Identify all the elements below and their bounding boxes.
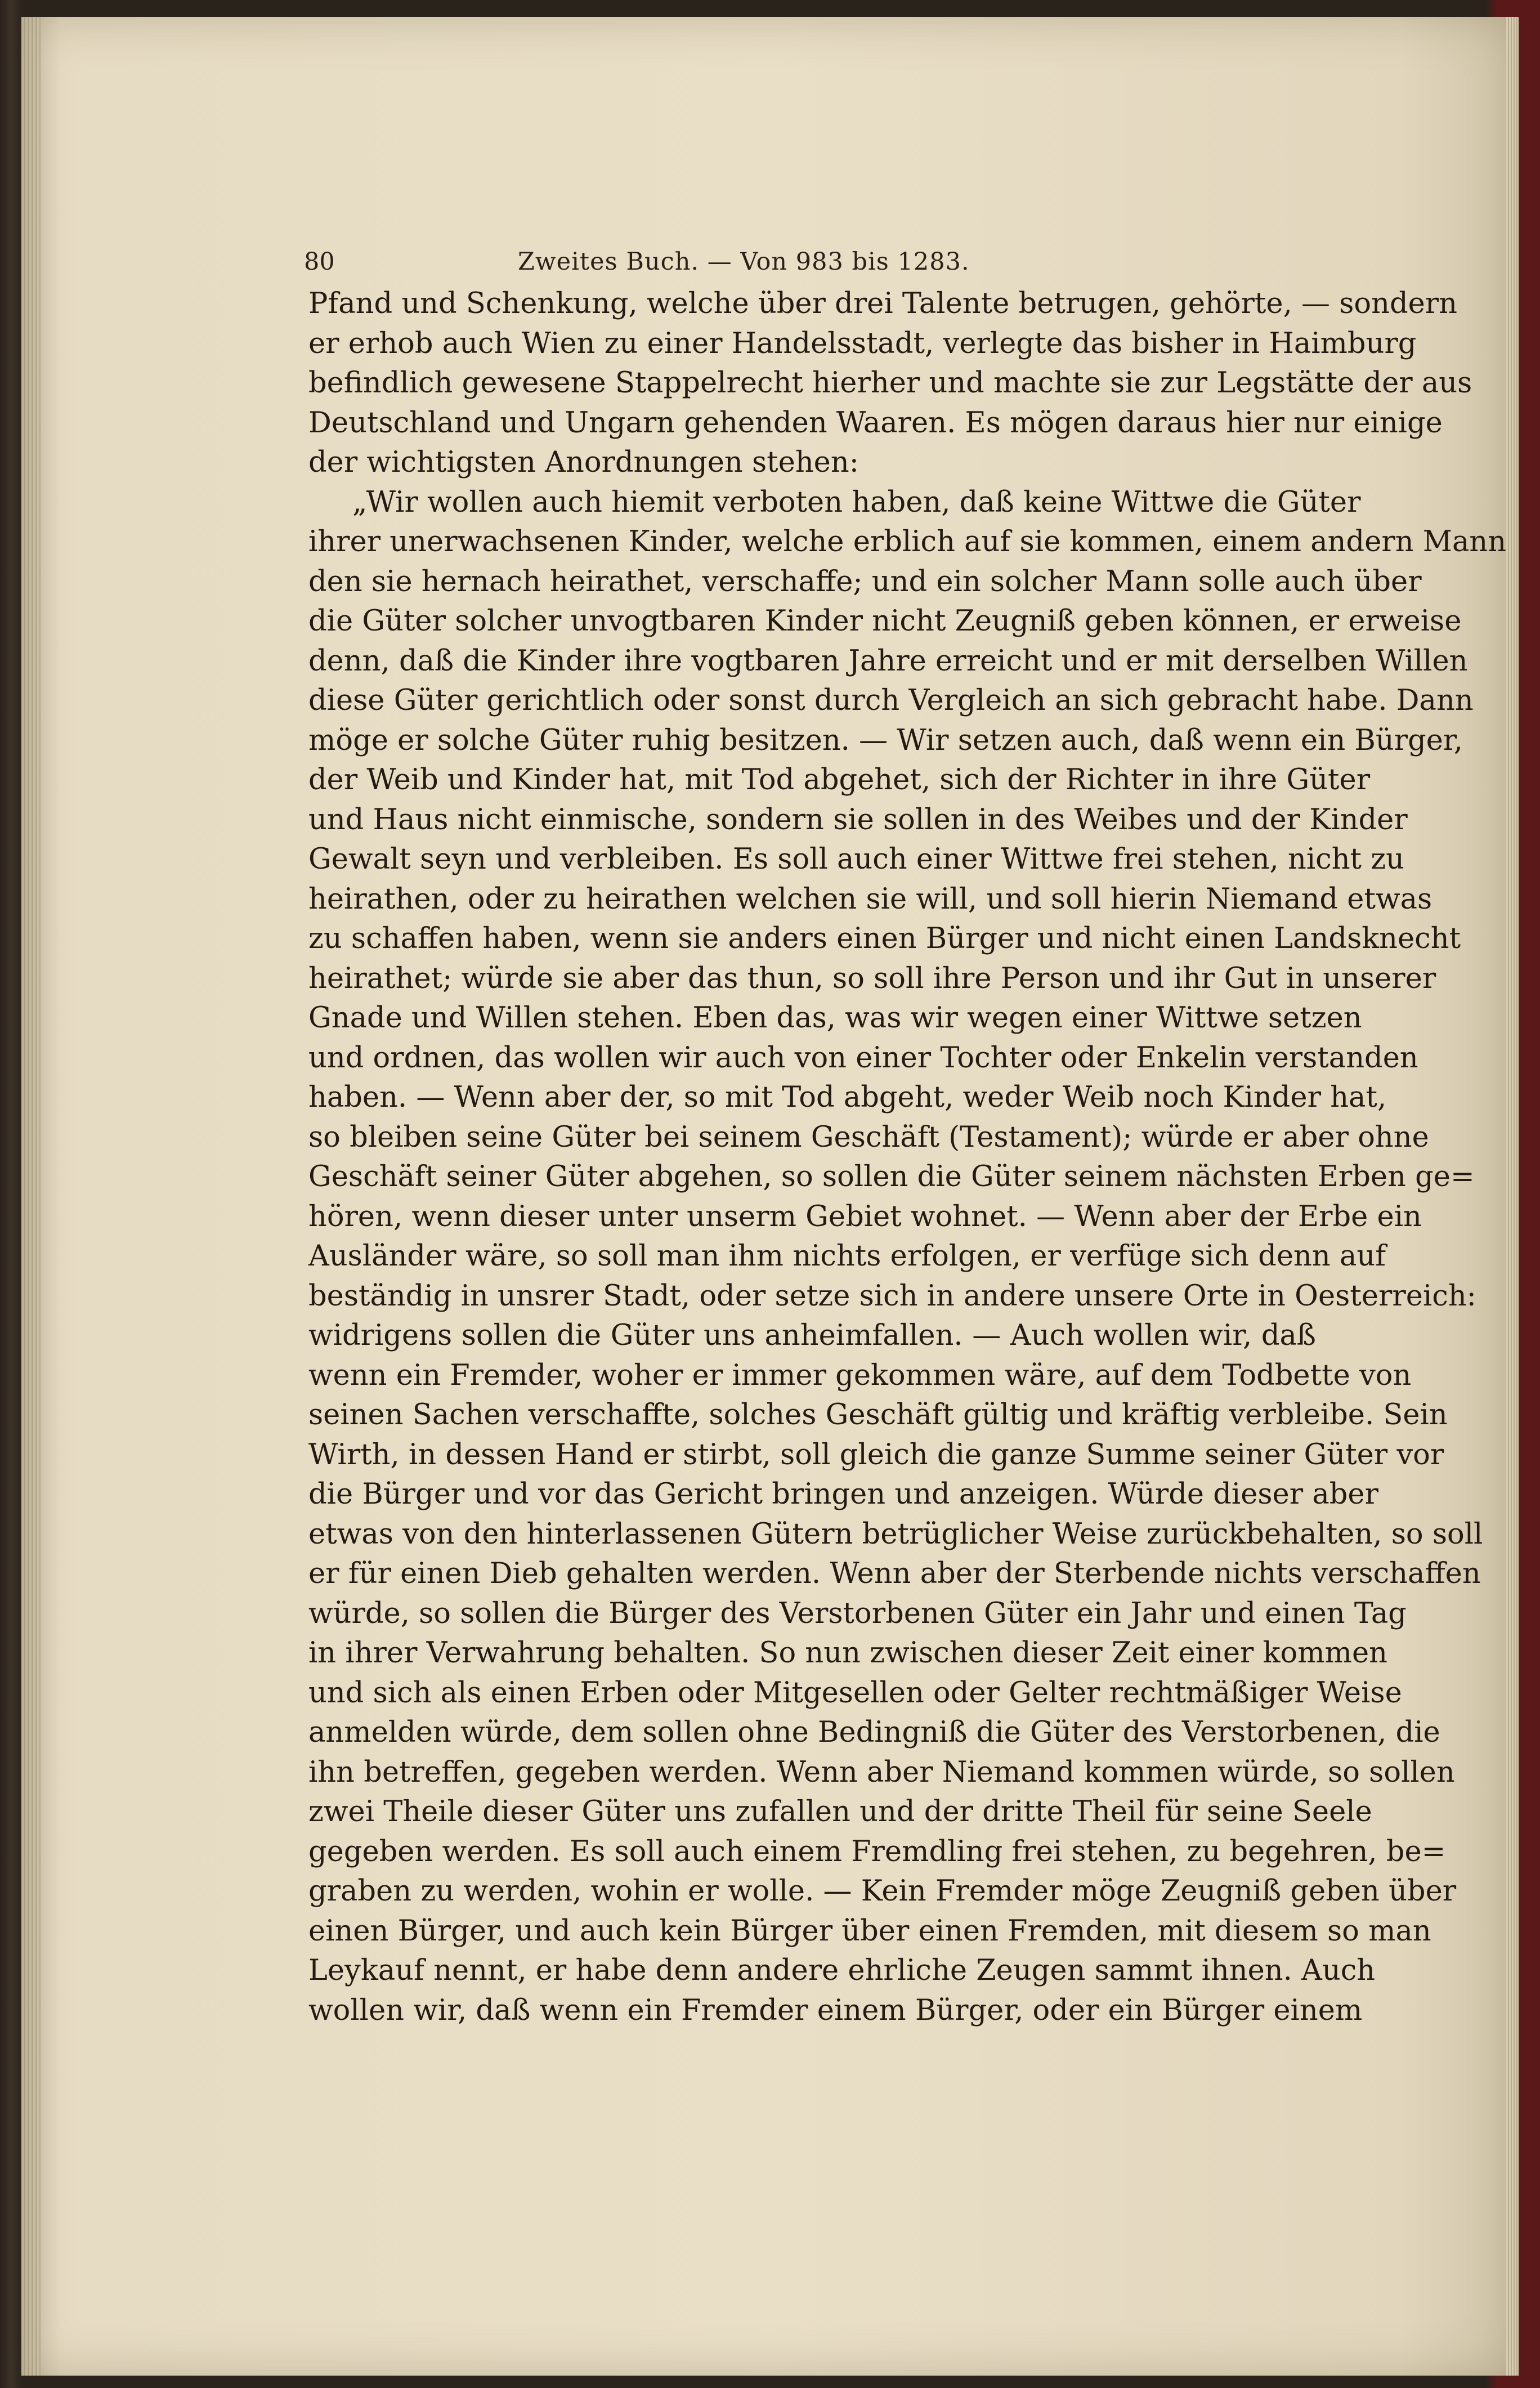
text-line: beständig in unsrer Stadt, oder setze sich in andere unsere Orte in Oesterreich: [308,1279,1476,1313]
text-line: und ordnen, das wollen wir auch von einer Tochter oder Enkelin verstanden [308,1041,1418,1075]
text-line: Ausländer wäre, so soll man ihm nichts erfolgen, er verfüge sich denn auf [308,1240,1386,1273]
text-line: und sich als einen Erben oder Mitgesellen oder Gelter rechtmäßiger Weise [308,1676,1402,1710]
text-line: graben zu werden, wohin er wolle. — Kein Fremder möge Zeugniß geben über [308,1875,1457,1908]
text-line: Deutschland und Ungarn gehenden Waaren. Es mögen daraus hier nur einige [308,406,1443,440]
text-line: würde, so sollen die Bürger des Verstorbenen Güter ein Jahr und einen Tag [308,1597,1407,1630]
text-line: in ihrer Verwahrung behalten. So nun zwischen dieser Zeit einer kommen [308,1636,1388,1670]
text-line: heirathen, oder zu heirathen welchen sie will, und soll hierin Niemand etwas [308,882,1432,916]
text-line: ihn betreffen, gegeben werden. Wenn aber Niemand kommen würde, so sollen [308,1755,1455,1789]
text-line: seinen Sachen verschaffte, solches Geschäft gültig und kräftig verbleibe. Sein [308,1398,1448,1432]
page-header [287,242,1311,287]
text-line: denn, daß die Kinder ihre vogtbaren Jahre erreicht und er mit derselben Willen [308,644,1468,678]
text-line: heirathet; würde sie aber das thun, so soll ihre Person und ihr Gut in unserer [308,962,1436,995]
text-line: der wichtigsten Anordnungen stehen: [308,446,859,479]
text-line: haben. — Wenn aber der, so mit Tod abgeht, weder Weib noch Kinder hat, [308,1081,1387,1114]
text-line: zu schaffen haben, wenn sie anders einen Bürger und nicht einen Landsknecht [308,922,1461,955]
text-line: Pfand und Schenkung, welche über drei Talente betrugen, gehörte, — sondern [308,287,1458,320]
text-line: Gnade und Willen stehen. Eben das, was wir wegen einer Wittwe setzen [308,1001,1362,1035]
text-line: „Wir wollen auch hiemit verboten haben, daß keine Wittwe die Güter [352,485,1361,519]
text-line: befindlich gewesene Stappelrecht hierher und machte sie zur Legstätte der aus [308,366,1472,400]
page-edge [1506,17,1519,2376]
text-line: ihrer unerwachsenen Kinder, welche erblich auf sie kommen, einem andern Mann [308,525,1507,558]
text-line: wenn ein Fremder, woher er immer gekommen wäre, auf dem Todbette von [308,1358,1412,1392]
text-line: gegeben werden. Es soll auch einem Fremdling frei stehen, zu begehren, be= [308,1835,1446,1868]
page-number: 80 [304,248,335,276]
text-line: Leykauf nennt, er habe denn andere ehrliche Zeugen sammt ihnen. Auch [308,1954,1376,1987]
text-line: einen Bürger, und auch kein Bürger über einen Fremden, mit diesem so man [308,1914,1431,1948]
text-line: so bleiben seine Güter bei seinem Geschäft (Testament); würde er aber ohne [308,1120,1429,1154]
text-line: widrigens sollen die Güter uns anheimfallen. — Auch wollen wir, daß [308,1319,1316,1352]
text-line: möge er solche Güter ruhig besitzen. — Wir setzen auch, daß wenn ein Bürger, [308,723,1463,757]
text-line: Geschäft seiner Güter abgehen, so sollen die Güter seinem nächsten Erben ge= [308,1160,1475,1193]
text-line: er erhob auch Wien zu einer Handelsstadt, verlegte das bisher in Haimburg [308,327,1417,360]
text-line: diese Güter gerichtlich oder sonst durch Vergleich an sich gebracht habe. Dann [308,684,1474,717]
text-line: er für einen Dieb gehalten werden. Wenn aber der Sterbende nichts verschaffen [308,1557,1481,1590]
text-line: anmelden würde, dem sollen ohne Bedingniß die Güter des Verstorbenen, die [308,1716,1440,1749]
page-gutter [21,17,41,2376]
text-line: die Bürger und vor das Gericht bringen und anzeigen. Würde dieser aber [308,1478,1378,1511]
text-line: und Haus nicht einmische, sondern sie sollen in des Weibes und der Kinder [308,803,1408,837]
text-line: der Weib und Kinder hat, mit Tod abgehet, sich der Richter in ihre Güter [308,763,1371,797]
text-line: die Güter solcher unvogtbaren Kinder nicht Zeugniß geben können, er erweise [308,605,1462,638]
text-line: etwas von den hinterlassenen Gütern betrüglicher Weise zurückbehalten, so soll [308,1517,1483,1551]
text-line: zwei Theile dieser Güter uns zufallen und der dritte Theil für seine Seele [308,1795,1372,1828]
text-line: Gewalt seyn und verbleiben. Es soll auch einer Wittwe frei stehen, nicht zu [308,843,1404,876]
text-line: hören, wenn dieser unter unserm Gebiet wohnet. — Wenn aber der Erbe ein [308,1200,1422,1233]
text-line: den sie hernach heirathet, verschaffe; und ein solcher Mann solle auch über [308,565,1422,598]
running-title: Zweites Buch. — Von 983 bis 1283. [518,248,970,276]
text-line: Wirth, in dessen Hand er stirbt, soll gleich die ganze Summe seiner Güter vor [308,1438,1444,1472]
text-line: wollen wir, daß wenn ein Fremder einem Bürger, oder ein Bürger einem [308,1993,1363,2027]
body-text [308,284,1507,2031]
